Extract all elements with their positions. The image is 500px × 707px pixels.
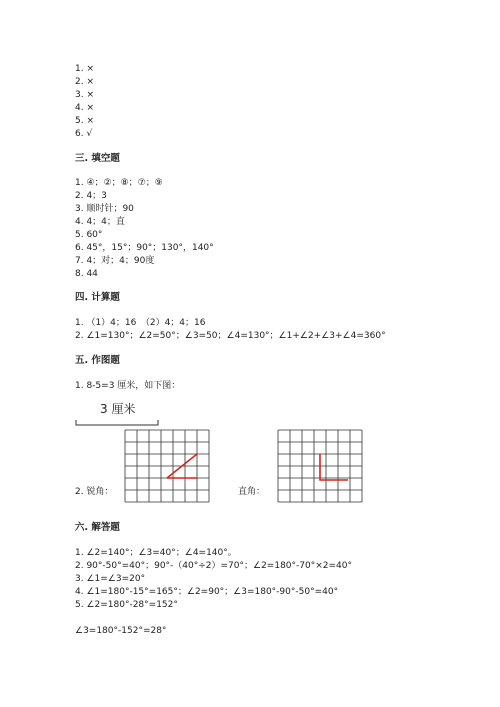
acute-angle-grid [124,429,214,509]
answer-line: 3. ∠1=∠3=20° [75,574,146,584]
answer-line: 6. √ [75,129,93,139]
answer-line: 1. × [75,64,94,74]
answer-line: 2. 4；3 [75,191,107,201]
answer-line: 6. 45°，15°；90°；130°，140° [75,243,214,253]
answer-line: 3. 顺时针；90 [75,204,134,214]
answer-line: 1. 8-5=3 厘米，如下图： [75,381,181,391]
answer-line: 2. 90°-50°=40°；90°-（40°÷2）=70°；∠2=180°-70°×2=40° [75,561,352,571]
ruler-line [74,418,174,428]
answer-line: 5. × [75,116,94,126]
section-heading: 四. 计算题 [75,292,120,303]
answer-line: 2. ∠1=130°；∠2=50°；∠3=50；∠4=130°；∠1+∠2+∠3+∠4=360° [75,331,386,341]
answer-line: 1. （1）4；16 （2）4；4；16 [75,318,206,328]
answer-line: 5. ∠2=180°-28°=152° [75,600,178,610]
answer-line: 1. ∠2=140°；∠3=40°；∠4=140°。 [75,548,237,558]
answer-line: 4. 4；4；直 [75,217,125,227]
answer-line: 5. 60° [75,230,103,240]
section-heading: 五. 作图题 [75,355,120,366]
section-heading: 六. 解答题 [75,522,120,533]
right-angle-drawing [320,454,348,480]
right-angle-label: 直角： [238,487,266,497]
answer-line: 2. × [75,77,94,87]
answer-line: 1. ④；②；⑧；⑦；⑨ [75,178,163,188]
answer-line: 4. × [75,103,94,113]
right-angle-grid [277,429,367,509]
answer-line: 3. × [75,90,94,100]
acute-angle-label: 2. 锐角： [75,487,114,497]
section-heading: 三. 填空题 [75,153,120,164]
answer-line: ∠3=180°-152°=28° [75,626,167,636]
ruler-label: 3 厘米 [100,402,136,416]
answer-line: 7. 4；对；4；90度 [75,256,155,266]
answer-line: 4. ∠1=180°-15°=165°；∠2=90°；∠3=180°-90°-50°=40° [75,587,339,597]
answer-line: 8. 44 [75,269,98,279]
